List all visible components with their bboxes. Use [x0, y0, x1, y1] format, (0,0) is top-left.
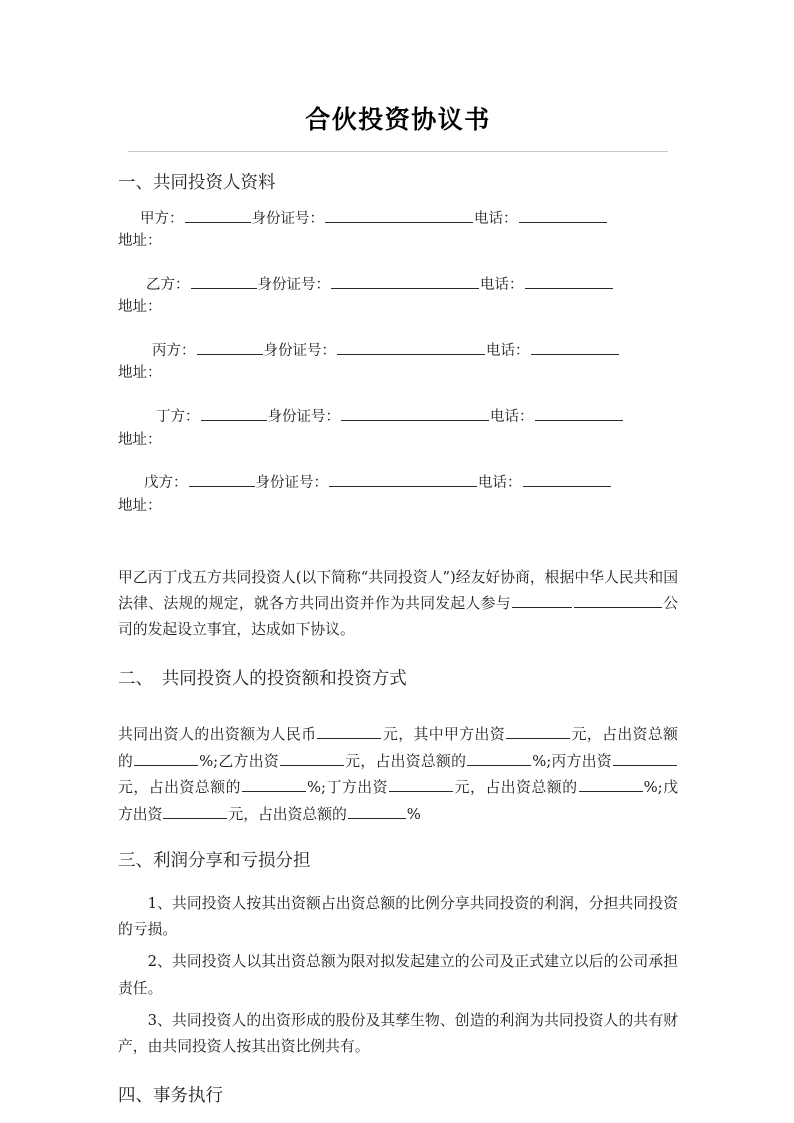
phone-label: 电话： — [474, 210, 518, 227]
party-block-jia — [118, 208, 678, 253]
preamble-text-second: 公司的发起设立事宜，达成如下协议。 — [118, 595, 678, 639]
address-row — [118, 430, 678, 452]
address-label: 地址： — [118, 431, 162, 448]
address-row — [118, 231, 678, 253]
address-row — [118, 363, 678, 385]
address-row — [118, 297, 678, 319]
ding-amount-blank[interactable] — [389, 777, 453, 792]
section-heading-three: 三、利润分享和亏损分担 — [118, 851, 311, 872]
party-name-blank[interactable] — [189, 473, 255, 488]
id-number-blank[interactable] — [341, 406, 489, 421]
address-row — [118, 496, 678, 518]
invest-text-2: 元，其中甲方出资 — [382, 725, 506, 743]
invest-text-6: %;丙方出资 — [532, 752, 613, 770]
total-amount-blank[interactable] — [317, 724, 381, 739]
id-label: 身份证号： — [267, 409, 340, 426]
phone-blank[interactable] — [519, 208, 607, 223]
phone-label: 电话： — [486, 342, 530, 359]
party-block-yi — [118, 274, 678, 319]
invest-text-1: 共同出资人的出资额为人民币 — [118, 725, 317, 743]
bing-amount-blank[interactable] — [613, 750, 677, 765]
phone-blank[interactable] — [535, 406, 623, 421]
id-label: 身份证号： — [255, 475, 328, 492]
party-label: 乙方： — [146, 276, 190, 293]
id-label: 身份证号： — [257, 276, 330, 293]
party-name-blank[interactable] — [185, 208, 251, 223]
invest-text-3: 元，占出资总额的 — [118, 725, 678, 770]
section-heading-one: 一、共同投资人资料 — [118, 173, 276, 194]
party-name-blank[interactable] — [197, 340, 263, 355]
yi-amount-blank[interactable] — [280, 750, 344, 765]
phone-blank[interactable] — [525, 274, 613, 289]
invest-text-12: % — [406, 805, 421, 823]
id-number-blank[interactable] — [337, 340, 485, 355]
address-label: 地址： — [118, 299, 162, 316]
section-heading-two: 二、 共同投资人的投资额和投资方式 — [118, 668, 407, 689]
wu-percent-blank[interactable] — [348, 804, 406, 819]
clause-item: 1、共同投资人按其出资额占出资总额的比例分享共同投资的利润，分担共同投资的亏损。 — [118, 894, 678, 938]
invest-text-5: 元，占出资总额的 — [344, 752, 467, 770]
id-number-blank[interactable] — [329, 473, 477, 488]
invest-text-7: 元，占出资总额的 — [118, 779, 241, 797]
bing-percent-blank[interactable] — [242, 777, 306, 792]
company-name-blank[interactable] — [512, 593, 572, 608]
jia-percent-blank[interactable] — [134, 750, 198, 765]
party-block-wu — [118, 472, 678, 517]
yi-percent-blank[interactable] — [467, 750, 531, 765]
phone-label: 电话： — [480, 276, 524, 293]
investment-amount-paragraph — [118, 692, 678, 829]
party-name-blank[interactable] — [201, 406, 267, 421]
party-label: 丁方： — [156, 409, 200, 426]
section-heading-four: 四、事务执行 — [118, 1085, 223, 1106]
invest-text-8: %;丁方出资 — [306, 779, 389, 797]
company-name-blank-cont[interactable] — [574, 593, 662, 608]
party-info-list — [118, 197, 678, 518]
jia-amount-blank[interactable] — [506, 724, 570, 739]
invest-text-11: 元，占出资总额的 — [228, 805, 347, 823]
phone-blank[interactable] — [523, 473, 611, 488]
page-title: 合伙投资协议书 — [305, 105, 491, 134]
preamble-paragraph — [118, 539, 678, 644]
id-number-blank[interactable] — [325, 208, 473, 223]
address-label: 地址： — [118, 365, 162, 382]
party-label: 甲方： — [140, 210, 184, 227]
invest-text-4: %;乙方出资 — [199, 752, 279, 770]
clause-item: 3、共同投资人的出资形成的股份及其孳生物、创造的利润为共同投资人的共有财产，由共同投资人按其出资比例共有。 — [118, 1011, 678, 1056]
preamble-text-first: 甲乙丙丁戊五方共同投资人(以下简称“共同投资人”)经友好协商，根据中华人民共和国法律、法规的规定，就各方共同出资并作为共同发起人参与 — [118, 568, 678, 612]
document-content — [118, 0, 678, 1109]
id-label: 身份证号： — [263, 342, 336, 359]
wu-amount-blank[interactable] — [163, 804, 227, 819]
phone-label: 电话： — [478, 475, 522, 492]
address-label: 地址： — [118, 232, 162, 249]
phone-label: 电话： — [490, 409, 534, 426]
address-label: 地址： — [118, 497, 162, 514]
party-row — [118, 472, 678, 495]
phone-blank[interactable] — [531, 340, 619, 355]
party-block-bing — [118, 340, 678, 385]
party-label: 丙方： — [152, 342, 196, 359]
id-label: 身份证号： — [251, 210, 324, 227]
party-row — [118, 340, 678, 363]
party-block-ding — [118, 406, 678, 451]
party-row — [118, 208, 678, 231]
invest-text-10: %;戊方出资 — [118, 779, 678, 823]
party-row — [118, 274, 678, 297]
party-row — [118, 406, 678, 429]
party-label: 戊方： — [144, 475, 188, 492]
id-number-blank[interactable] — [331, 274, 479, 289]
party-name-blank[interactable] — [191, 274, 257, 289]
ding-percent-blank[interactable] — [579, 777, 643, 792]
invest-text-9: 元，占出资总额的 — [454, 779, 578, 797]
clause-item: 2、共同投资人以其出资总额为限对拟发起建立的公司及正式建立以后的公司承担责任。 — [118, 953, 678, 997]
